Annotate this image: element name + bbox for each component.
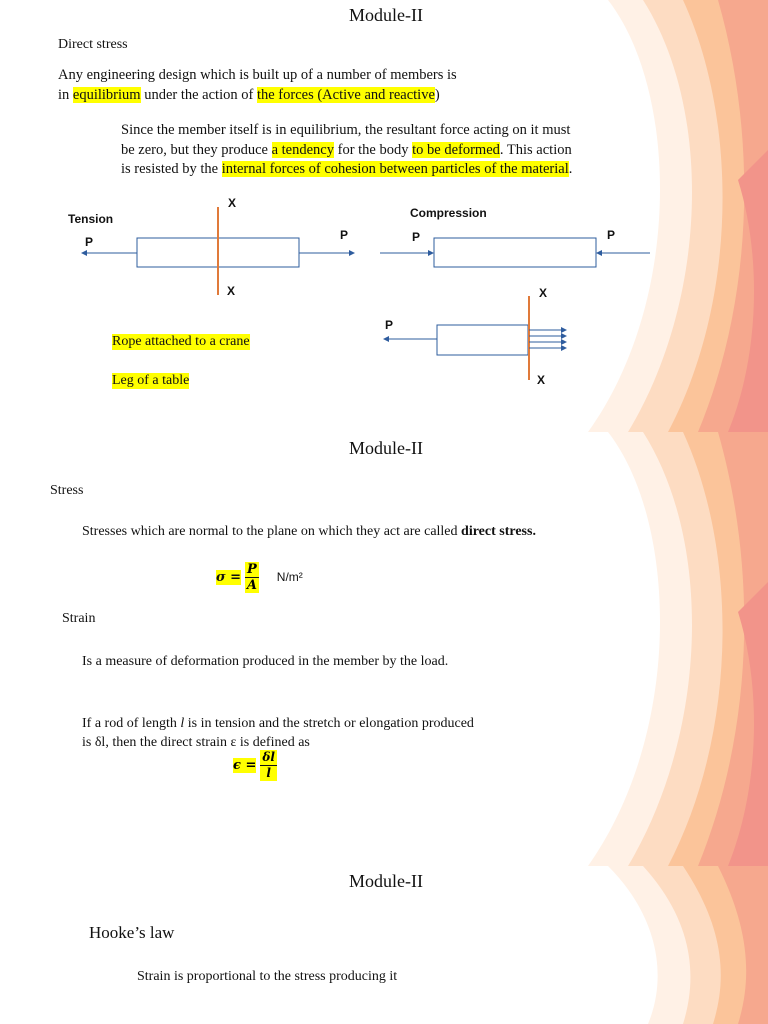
slide-1 [0,0,768,432]
explanation-line-2: be zero, but they produce a tendency for the body to be deformed. This action [121,141,572,158]
compression-label: Compression [410,206,487,220]
tension-label: Tension [68,212,114,226]
section-label: X [539,286,548,300]
force-label: P [85,235,94,249]
intro-line-1: Any engineering design which is built up of a number of members is [58,67,457,83]
strain-heading: Strain [62,611,96,626]
slide-title: Module-II [349,438,423,458]
example-table-leg: Leg of a table [112,373,190,388]
decorative-curves [588,432,768,866]
stress-heading: Stress [50,483,84,498]
slide-title: Module-II [349,5,423,25]
section-label: X [228,196,237,210]
explanation-paragraph [121,121,572,180]
intro-paragraph [58,66,457,105]
compression-member [434,238,596,267]
strain-formula: ϵ = $\frac{\delta l}{l}$ [233,750,275,780]
highlight-cohesion: internal forces of cohesion between particles of the material [221,161,569,177]
section-heading: Direct stress [58,37,128,52]
highlight-forces: the forces (Active and reactive [256,86,435,103]
strain-definition: Is a measure of deformation produced in the member by the load. [82,654,449,669]
stress-unit: N/m² [276,570,303,585]
force-label: P [412,230,421,244]
slide-3 [0,866,768,1024]
intro-line-2: in equilibrium under the action of the forces (Active and reactive) [58,86,440,103]
stress-definition: Stresses which are normal to the plane on which they act are called direct stress. [82,524,536,539]
slide-2 [0,432,768,866]
highlight-deformed: to be deformed [412,141,500,158]
highlight-equilibrium: equilibrium [72,86,141,103]
highlight-tendency: a tendency [271,141,334,158]
section-label: X [537,373,546,387]
slide-title: Module-II [349,871,423,891]
force-label: P [607,228,616,242]
force-label: P [340,228,349,242]
force-label: P [385,318,394,332]
hookes-law-heading: Hooke’s law [89,923,175,942]
example-rope: Rope attached to a crane [112,334,250,349]
section-label: X [227,284,236,298]
explanation-line-1: Since the member itself is in equilibrium, the resultant force acting on it must [121,122,571,138]
strain-paragraph: If a rod of length l is in tension and the stretch or elongation produced is δl, then the direct strain ε is defined as [82,716,474,750]
stress-formula: σ = $\frac{P}{A}$ N/m² [216,562,303,593]
freebody-member [437,325,528,355]
decorative-curves [588,866,768,1024]
explanation-line-3: is resisted by the internal forces of cohesion between particles of the material. [121,161,573,177]
hookes-law-text: Strain is proportional to the stress producing it [137,969,398,984]
